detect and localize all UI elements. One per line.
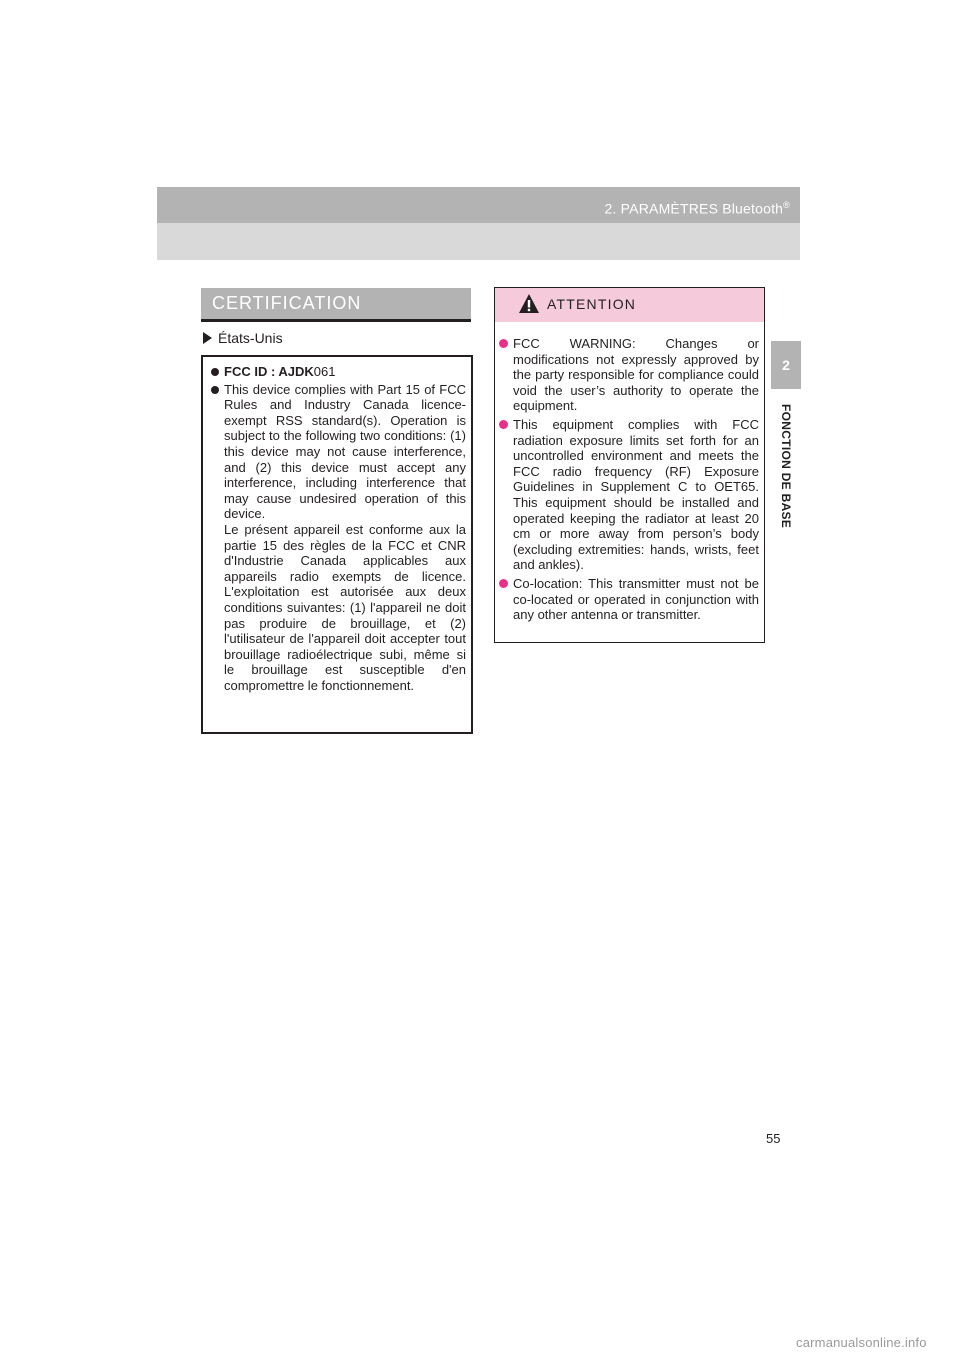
attention-body [495,322,764,642]
chapter-tab [771,341,801,389]
attention-item-fcc-warning: FCC WARNING: Changes or modifications not expressly approved by the party responsible for compliance could void the user’s authority to operate the equipment. [499,336,759,414]
bullet-icon [499,339,508,348]
attention-header [495,288,764,322]
fcc-id-item [210,364,466,380]
bullet-icon [211,386,219,394]
fcc-info-box [201,355,473,734]
region-label: États-Unis [218,330,283,346]
certification-heading [201,288,471,322]
bullet-icon [211,368,219,376]
fcc-id-value: 061 [313,364,336,379]
watermark: carmanualsonline.info [796,1335,927,1350]
chapter-label-container [771,396,801,536]
bullet-icon [499,579,508,588]
french-notice: Le présent appareil est conforme aux la partie 15 des règles de la FCC et CNR d'Industrie Canada applicables aux appareils radio exempts de licence. L'exploitation est autorisée aux deux conditions suivantes: (1) l'appareil ne doit pas produire de brouillage, et (2) l'utilisateur de l'appareil doit accepter tout brouillage radioélectrique subi, même si le brouillage est susceptible d'en compromettre le fonctionnement. [224,521,466,693]
bullet-icon [499,420,508,429]
attention-item-rf-exposure: This equipment complies with FCC radiation exposure limits set forth for an uncontrolled environment and meets the FCC radio frequency (RF) Exposure Guidelines in Supplement C to OET65. This equipment should be installed and operated keeping the radiator at least 20 cm or more away from person’s body (excluding extremities: hands, wrists, feet and ankles). [499,417,759,573]
compliance-item [210,382,466,694]
chapter-number: 2 [782,357,790,373]
attention-title: ATTENTION [547,296,637,312]
header-sub-bar [157,223,800,260]
section-title: 2. PARAMÈTRES Bluetooth® [604,200,790,217]
header-bar [157,187,800,223]
warning-icon [518,293,540,315]
page-number: 55 [766,1131,781,1146]
triangle-bullet-icon [203,332,212,344]
region-line [203,330,283,346]
fcc-id-label: FCC ID : AJDK [224,364,314,379]
chapter-label: FONCTION DE BASE [779,403,793,529]
english-notice: This device complies with Part 15 of FCC Rules and Industry Canada licence-exempt RSS standard(s). Operation is subject to the following two conditions: (1) this device may not cause interference, and (2) this device must accept any interference, including interference that may cause undesired operation of this device. [224,381,466,522]
registered-mark: ® [783,200,790,210]
attention-box [494,287,765,643]
attention-item-co-location: Co-location: This transmitter must not be co-located or operated in conjunction with any other antenna or transmitter. [499,576,759,623]
certification-heading-text: CERTIFICATION [212,293,362,313]
